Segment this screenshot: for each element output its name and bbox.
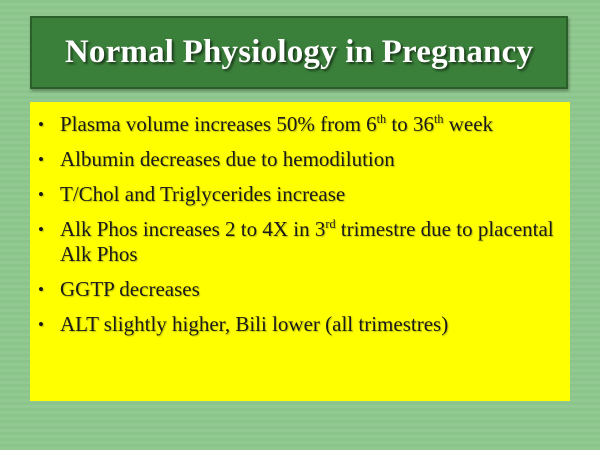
bullet-text: trimestre due to placental Alk Phos [60,217,554,266]
slide-title: Normal Physiology in Pregnancy [64,34,534,70]
bullet-item-ggtp [30,277,560,302]
bullet-item-alk-phos [30,217,560,267]
bullet-text: Plasma volume increases 50% from 6 [60,112,377,136]
bullet-item-albumin [30,147,560,172]
content-box [30,102,570,401]
bullet-icon: • [38,220,44,239]
bullet-icon: • [38,185,44,204]
superscript: rd [325,217,336,231]
bullet-item-cholesterol [30,182,560,207]
bullet-text: GGTP decreases [60,277,200,301]
bullet-text: Albumin decreases due to hemodilution [60,147,395,171]
bullet-icon: • [38,150,44,169]
bullet-icon: • [38,115,44,134]
bullet-text: Alk Phos increases 2 to 4X in 3 [60,217,326,241]
bullet-text: to 36 [386,112,434,136]
bullet-text: ALT slightly higher, Bili lower (all trimestres) [60,312,449,336]
bullet-list [30,112,560,337]
bullet-text: week [443,112,494,136]
superscript: th [433,112,444,126]
bullet-item-alt-bili [30,312,560,337]
bullet-text: T/Chol and Triglycerides increase [60,182,346,206]
title-box [30,16,568,89]
superscript: th [376,112,387,126]
bullet-icon: • [38,315,44,334]
bullet-icon: • [38,280,44,299]
bullet-item-plasma-volume [30,112,560,137]
